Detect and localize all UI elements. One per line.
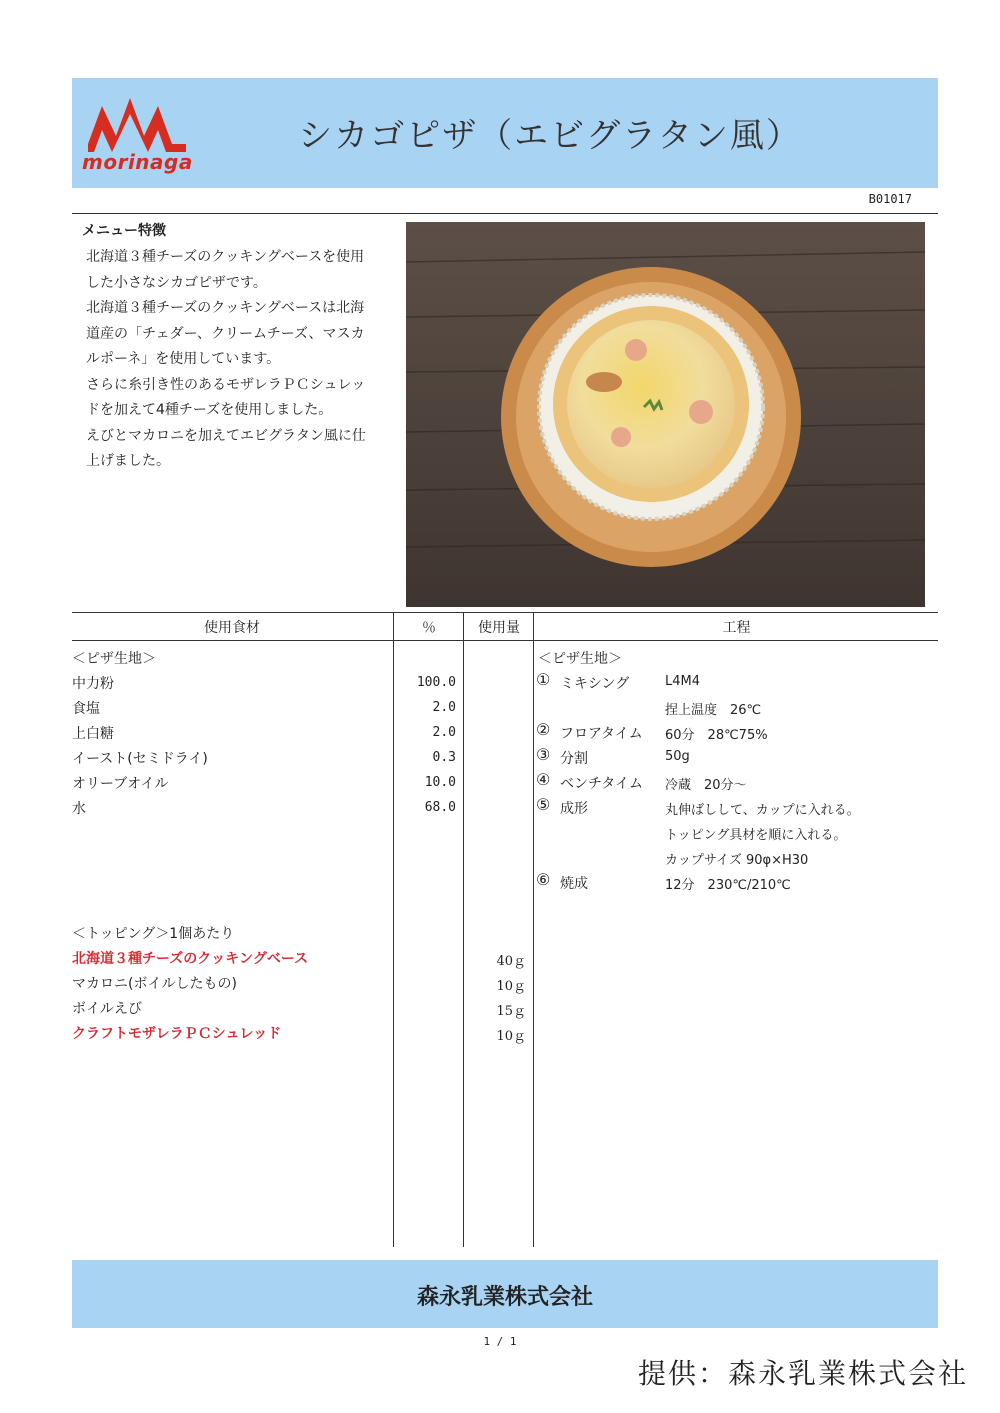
col-header-amount: 使用量 (478, 620, 520, 636)
ingredient-percent: 2.0 (432, 725, 456, 740)
logo-text: morinaga (82, 150, 193, 174)
step-detail: 捏上温度 26℃ (665, 703, 762, 718)
ingredient-name: クラフトモザレラＰＣシュレッド (72, 1026, 282, 1042)
step-name: 焼成 (560, 876, 588, 892)
features-line: ルポーネ」を使用しています。 (86, 351, 281, 367)
ingredient-name: 水 (72, 801, 86, 817)
table-top-line (72, 612, 938, 613)
ingredient-name: 北海道３種チーズのクッキングベース (72, 951, 309, 967)
step-detail: L4M4 (665, 674, 701, 689)
col-header-ingredients: 使用食材 (204, 620, 260, 636)
features-line: 上げました。 (86, 453, 170, 469)
features-line: 北海道３種チーズのクッキングベースは北海 (86, 300, 365, 316)
ingredient-percent: 10.0 (424, 775, 456, 790)
ingredient-percent: 2.0 (432, 700, 456, 715)
features-line: さらに糸引き性のあるモザレラＰＣシュレッ (86, 376, 366, 393)
column-divider (463, 612, 464, 1247)
divider (72, 213, 938, 214)
ingredient-name: イースト(セミドライ) (72, 751, 208, 767)
ingredient-name: 食塩 (72, 701, 100, 717)
credit-text: 提供：森永乳業株式会社 (637, 1357, 968, 1390)
ingredient-name: ボイルえび (72, 1001, 142, 1017)
step-detail: 50g (665, 749, 690, 764)
step-number: ⑥ (536, 870, 551, 889)
step-name: フロアタイム (560, 726, 643, 742)
features-line: 道産の「チェダー、クリームチーズ、マスカ (86, 325, 365, 342)
step-number: ② (536, 720, 551, 739)
ingredient-name: マカロニ(ボイルしたもの) (72, 976, 237, 992)
step-number: ① (536, 670, 551, 689)
ingredient-percent: 100.0 (416, 675, 456, 690)
table-header-line (72, 640, 938, 641)
step-name: 分割 (560, 751, 588, 767)
ingredient-amount: 15ｇ (496, 1004, 526, 1019)
process-label: ＜ピザ生地＞ (538, 651, 622, 667)
features-line: した小さなシカゴピザです。 (86, 274, 267, 291)
features-text (86, 245, 386, 475)
features-line: ドを加えて4種チーズを使用しました。 (86, 402, 333, 418)
features-line: 北海道３種チーズのクッキングベースを使用 (86, 249, 365, 265)
ingredient-name: 上白糖 (72, 726, 114, 742)
topping-label: ＜トッピング＞1個あたり (72, 926, 235, 942)
ingredient-name: 中力粉 (72, 676, 114, 692)
step-detail: 12分 230℃/210℃ (665, 878, 791, 893)
step-name: ミキシング (560, 676, 630, 692)
ingredient-name: オリーブオイル (72, 776, 169, 792)
step-name: ベンチタイム (560, 776, 644, 792)
features-heading: メニュー特徴 (82, 223, 166, 239)
step-detail: 冷蔵 20分～ (665, 778, 747, 793)
step-number: ③ (536, 745, 551, 764)
pizza-photo (406, 222, 925, 607)
step-number: ④ (536, 770, 551, 789)
step-number: ⑤ (536, 795, 551, 814)
footer-company: 森永乳業株式会社 (416, 1285, 593, 1310)
step-detail: 丸伸ばしして、カップに入れる。 (665, 803, 860, 818)
step-name: 成形 (560, 801, 588, 817)
features-line: えびとマカロニを加えてエビグラタン風に仕 (86, 427, 366, 444)
ingredient-amount: 10ｇ (496, 1029, 526, 1044)
ingredient-percent: 0.3 (432, 750, 456, 765)
page-title: シカゴピザ（エビグラタン風） (298, 116, 802, 156)
ingredient-percent: 68.0 (424, 800, 456, 815)
step-detail: カップサイズ 90φ×H30 (665, 853, 809, 868)
step-detail: 60分 28℃75% (665, 728, 768, 743)
column-divider (533, 612, 534, 1247)
ingredient-amount: 40ｇ (496, 954, 526, 969)
dough-label: ＜ピザ生地＞ (72, 651, 156, 667)
step-detail: トッピング具材を順に入れる。 (665, 828, 847, 843)
ingredient-amount: 10ｇ (496, 979, 526, 994)
recipe-code: B01017 (868, 192, 912, 206)
page-number: 1 / 1 (483, 1335, 517, 1348)
col-header-percent: ％ (422, 620, 436, 636)
col-header-process: 工程 (722, 620, 751, 636)
